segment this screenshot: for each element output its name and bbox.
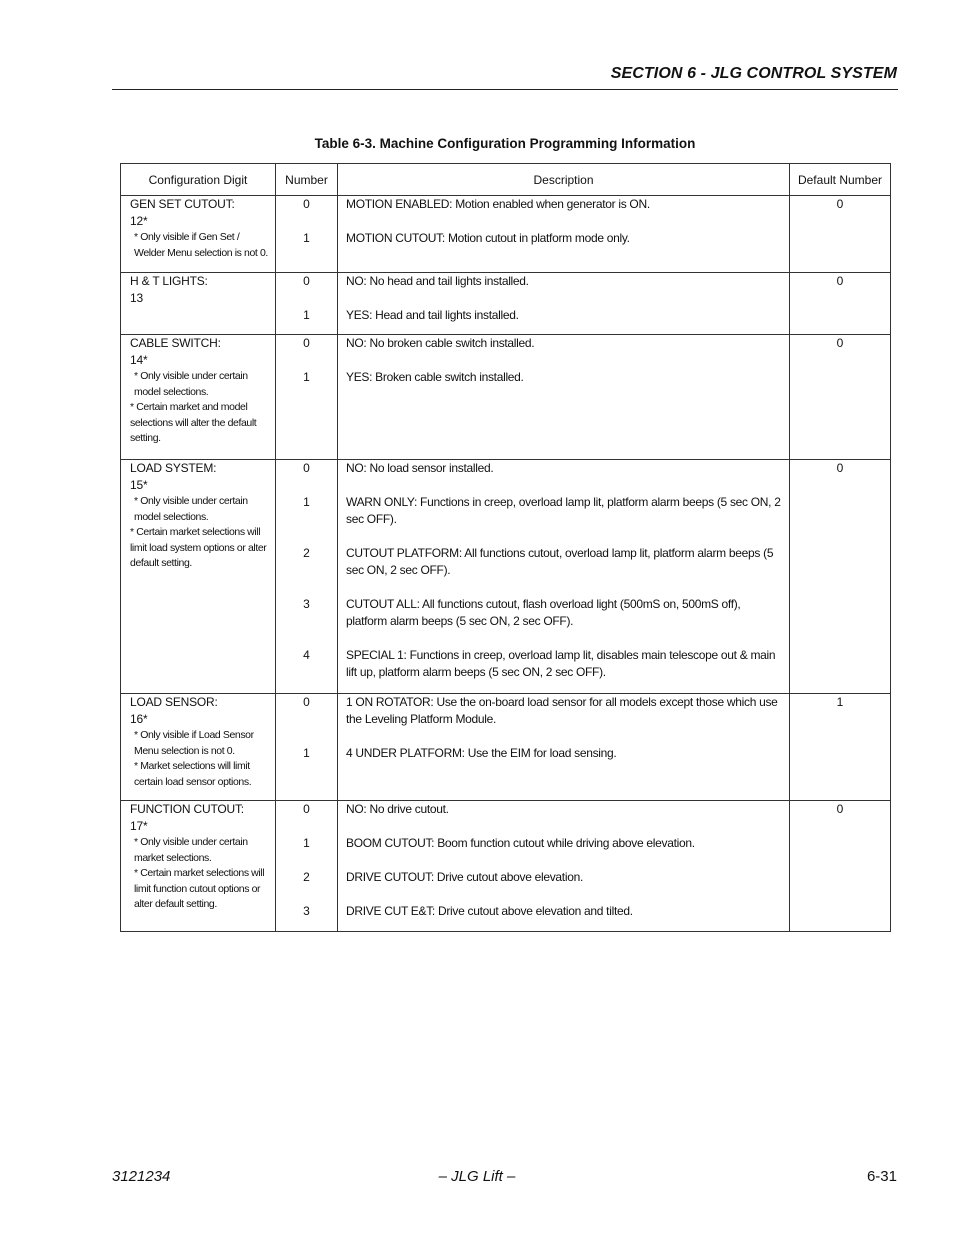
default-number-cell: 0 (790, 460, 891, 694)
number-cell (276, 335, 338, 460)
option-number: 3 (303, 597, 310, 611)
config-digit-cell (121, 273, 276, 335)
option-number: 1 (303, 836, 310, 850)
default-number-cell: 1 (790, 694, 891, 801)
option-description: CUTOUT ALL: All functions cutout, flash overload light (500mS on, 500mS off), platform alarm beeps (5 sec ON, 2 sec OFF). (346, 597, 741, 628)
option-number: 0 (303, 197, 310, 211)
option-number: 2 (303, 546, 310, 560)
description-cell (338, 801, 790, 932)
config-note: * Certain market and model selections will alter the default setting. (130, 401, 257, 444)
config-name: LOAD SYSTEM: (130, 461, 217, 475)
number-cell (276, 801, 338, 932)
option-number: 3 (303, 904, 310, 918)
section-title: SECTION 6 - JLG CONTROL SYSTEM (610, 65, 897, 82)
option-description: NO: No broken cable switch installed. (346, 336, 535, 350)
header-rule (112, 89, 898, 90)
config-note: * Certain market selections will limit function cutout options or alter default setting. (134, 867, 265, 910)
option-number: 0 (303, 336, 310, 350)
config-code: 16* (130, 712, 148, 726)
table-caption: Table 6-3. Machine Configuration Programming Information (314, 136, 696, 151)
option-number: 0 (303, 695, 310, 709)
option-number: 1 (303, 370, 310, 384)
table-row (121, 273, 891, 335)
table-row (121, 801, 891, 932)
option-description: SPECIAL 1: Functions in creep, overload lamp lit, disables main telescope out & main lift up, platform alarm beeps (5 sec ON, 2 sec OFF). (346, 648, 776, 679)
description-cell (338, 196, 790, 273)
option-number: 1 (303, 495, 310, 509)
table-row (121, 335, 891, 460)
config-note: * Market selections will limit certain load sensor options. (134, 760, 252, 788)
default-number-cell: 0 (790, 335, 891, 460)
config-digit-cell (121, 801, 276, 932)
config-digit-cell (121, 196, 276, 273)
option-number: 1 (303, 746, 310, 760)
option-description: NO: No head and tail lights installed. (346, 274, 529, 288)
config-digit-cell (121, 460, 276, 694)
column-header-description: Description (338, 164, 790, 196)
number-cell (276, 273, 338, 335)
config-code: 14* (130, 353, 148, 367)
config-note: * Only visible under certain model selections. (134, 370, 248, 398)
option-number: 4 (303, 648, 310, 662)
config-digit-cell (121, 335, 276, 460)
description-cell (338, 273, 790, 335)
config-note: * Only visible under certain model selections. (134, 495, 248, 523)
column-header-configuration-digit: Configuration Digit (121, 164, 276, 196)
table-header-row (121, 164, 891, 196)
table-row (121, 196, 891, 273)
config-note: * Only visible if Load Sensor Menu selection is not 0. (134, 729, 254, 757)
config-code: 13 (130, 291, 143, 305)
table-row (121, 460, 891, 694)
option-number: 0 (303, 461, 310, 475)
config-note: * Only visible if Gen Set / Welder Menu selection is not 0. (134, 231, 268, 259)
page-number: 6-31 (866, 1168, 897, 1185)
config-code: 17* (130, 819, 148, 833)
config-name: LOAD SENSOR: (130, 695, 218, 709)
document-number: 3121234 (112, 1168, 171, 1185)
option-description: DRIVE CUTOUT: Drive cutout above elevation. (346, 870, 583, 884)
default-number-cell: 0 (790, 801, 891, 932)
option-description: MOTION ENABLED: Motion enabled when generator is ON. (346, 197, 650, 211)
column-header-default-number: Default Number (790, 164, 891, 196)
option-description: DRIVE CUT E&T: Drive cutout above elevation and tilted. (346, 904, 633, 918)
option-description: 4 UNDER PLATFORM: Use the EIM for load sensing. (346, 746, 617, 760)
config-code: 12* (130, 214, 148, 228)
config-name: CABLE SWITCH: (130, 336, 221, 350)
default-number-cell: 0 (790, 273, 891, 335)
table-row (121, 694, 891, 801)
description-cell (338, 335, 790, 460)
config-name: FUNCTION CUTOUT: (130, 802, 244, 816)
option-description: CUTOUT PLATFORM: All functions cutout, overload lamp lit, platform alarm beeps (5 sec ON, 2 sec OFF). (346, 546, 774, 577)
option-description: MOTION CUTOUT: Motion cutout in platform mode only. (346, 231, 630, 245)
option-number: 1 (303, 231, 310, 245)
option-description: BOOM CUTOUT: Boom function cutout while driving above elevation. (346, 836, 695, 850)
column-header-number: Number (276, 164, 338, 196)
option-description: NO: No load sensor installed. (346, 461, 494, 475)
footer-brand: – JLG Lift – (438, 1168, 516, 1185)
number-cell (276, 694, 338, 801)
number-cell (276, 460, 338, 694)
option-description: WARN ONLY: Functions in creep, overload lamp lit, platform alarm beeps (5 sec ON, 2 sec OFF). (346, 495, 781, 526)
option-number: 0 (303, 802, 310, 816)
configuration-table (120, 163, 891, 932)
config-note: * Certain market selections will limit load system options or alter default setting. (130, 526, 267, 569)
option-description: YES: Broken cable switch installed. (346, 370, 524, 384)
option-number: 1 (303, 308, 310, 322)
config-name: H & T LIGHTS: (130, 274, 208, 288)
config-name: GEN SET CUTOUT: (130, 197, 235, 211)
option-description: NO: No drive cutout. (346, 802, 449, 816)
description-cell (338, 694, 790, 801)
option-number: 0 (303, 274, 310, 288)
config-code: 15* (130, 478, 148, 492)
number-cell (276, 196, 338, 273)
config-digit-cell (121, 694, 276, 801)
description-cell (338, 460, 790, 694)
default-number-cell: 0 (790, 196, 891, 273)
config-note: * Only visible under certain market selections. (134, 836, 248, 864)
option-number: 2 (303, 870, 310, 884)
option-description: 1 ON ROTATOR: Use the on-board load sensor for all models except those which use the Leveling Platform Module. (346, 695, 778, 726)
option-description: YES: Head and tail lights installed. (346, 308, 519, 322)
